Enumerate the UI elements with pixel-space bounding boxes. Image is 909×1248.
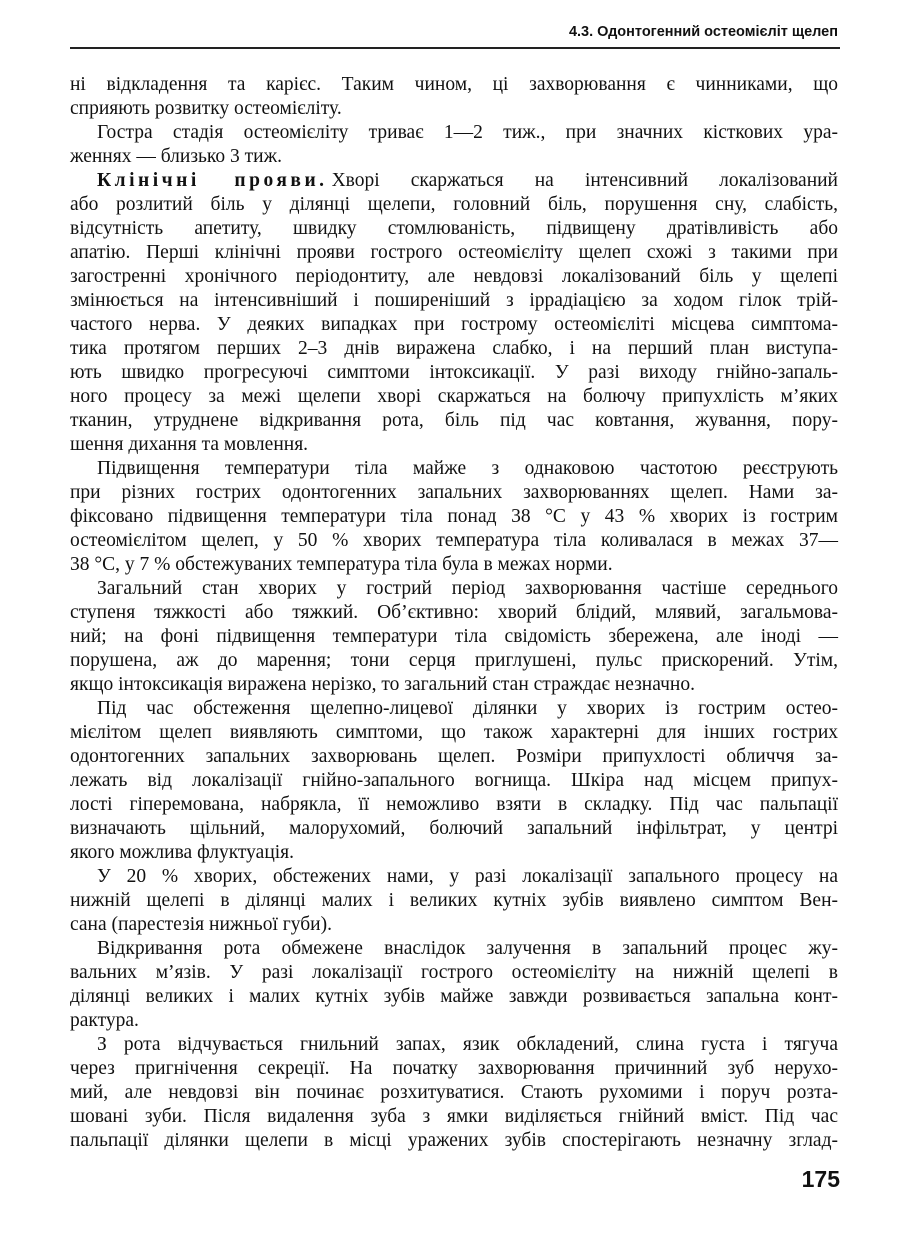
body-text — [70, 73, 838, 1153]
text-line — [70, 1081, 838, 1105]
text-line — [70, 289, 838, 313]
text-line — [70, 721, 838, 745]
header-rule — [70, 47, 840, 49]
text-line — [70, 193, 838, 217]
line-text: тика протягом перших 2–3 днів виражена слабко, і на перший план виступа- — [70, 338, 838, 359]
text-line — [70, 625, 838, 649]
text-line — [70, 673, 838, 697]
line-text: мий, але невдовзі він починає розхитуватися. Стають рухомими і поруч розта- — [70, 1082, 838, 1103]
line-text: Відкривання рота обмежене внаслідок залучення в запальний процес жу- — [97, 938, 838, 959]
line-text: відсутність апетиту, швидку стомлюваність, підвищену дратівливість або — [70, 218, 838, 239]
text-line — [70, 361, 838, 385]
line-text: ні відкладення та карієс. Таким чином, ці захворювання є чинниками, що — [70, 74, 838, 95]
line-text: загостренні хронічного періодонтиту, але невдовзі локалізований біль у щелепі — [70, 266, 838, 287]
paragraph — [70, 937, 838, 1033]
text-line — [70, 1009, 838, 1033]
line-text: апатію. Перші клінічні прояви гострого остеомієліту щелеп схожі з такими при — [70, 242, 838, 263]
line-text: мієлітом щелеп виявляють симптоми, що також характерні для інших гострих — [70, 722, 838, 743]
text-line — [70, 337, 838, 361]
text-line — [70, 73, 838, 97]
line-text: Хворі скаржаться на інтенсивний локалізований — [331, 170, 838, 191]
text-line — [70, 841, 838, 865]
line-text: Під час обстеження щелепно-лицевої ділянки у хворих із гострим остео- — [97, 698, 838, 719]
line-text: женнях — близько 3 тиж. — [70, 146, 282, 167]
line-text: одонтогенних запальних захворювань щелеп. Розміри припухлості обличчя за- — [70, 746, 838, 767]
line-text: фіксовано підвищення температури тіла понад 38 °С у 43 % хворих із гострим — [70, 506, 838, 527]
text-line — [70, 937, 838, 961]
line-text: якого можлива флуктуація. — [70, 842, 295, 863]
section-run-in-heading: Клінічні прояви. — [97, 170, 328, 191]
text-line — [70, 889, 838, 913]
line-text: лежать від локалізації гнійно-запального вогнища. Шкіра над місцем припух- — [70, 770, 838, 791]
text-line — [70, 1105, 838, 1129]
text-line — [70, 385, 838, 409]
line-text: ступеня тяжкості або тяжкий. Об’єктивно: хворий блідий, млявий, загальмова- — [70, 602, 838, 623]
text-line — [70, 145, 838, 169]
line-text: при різних гострих одонтогенних запальних захворюваннях щелеп. Нами за- — [70, 482, 838, 503]
line-text: змінюється на інтенсивніший і поширеніший з іррадіацією за ходом гілок трій- — [70, 290, 838, 311]
line-text: З рота відчувається гнильний запах, язик обкладений, слина густа і тягуча — [97, 1034, 838, 1055]
text-line — [70, 1057, 838, 1081]
text-line — [70, 169, 838, 193]
text-line — [70, 553, 838, 577]
text-line — [70, 985, 838, 1009]
text-line — [70, 769, 838, 793]
line-text: визначають щільний, малорухомий, болючий запальний інфільтрат, у центрі — [70, 818, 838, 839]
line-text: ділянці великих і малих кутніх зубів майже завжди розвивається запальна конт- — [70, 986, 838, 1007]
line-text: ного процесу за межі щелепи хворі скаржаться на болючу припухлість м’яких — [70, 386, 838, 407]
line-text: порушена, аж до марення; тони серця приглушені, пульс прискорений. Утім, — [70, 650, 838, 671]
line-text: Загальний стан хворих у гострий період захворювання частіше середнього — [97, 578, 838, 599]
text-line — [70, 481, 838, 505]
text-line — [70, 865, 838, 889]
text-line — [70, 265, 838, 289]
line-text: вальних м’язів. У разі локалізації гострого остеомієліту на нижній щелепі в — [70, 962, 838, 983]
line-text: сприяють розвитку остеомієліту. — [70, 98, 342, 119]
line-text: або розлитий біль у ділянці щелепи, головний біль, порушення сну, слабість, — [70, 194, 838, 215]
text-line — [70, 1129, 838, 1153]
line-text: якщо інтоксикація виражена нерізко, то загальний стан страждає незначно. — [70, 674, 695, 695]
text-line — [70, 97, 838, 121]
line-text: ний; на фоні підвищення температури тіла свідомість збережена, але іноді — — [70, 626, 838, 647]
paragraph — [70, 457, 838, 577]
text-line — [70, 601, 838, 625]
text-line — [70, 217, 838, 241]
line-text: остеомієлітом щелеп, у 50 % хворих температура тіла коливалася в межах 37— — [70, 530, 838, 551]
text-line — [70, 121, 838, 145]
line-text: сана (парестезія нижньої губи). — [70, 914, 332, 935]
line-text: тканин, утруднене відкривання рота, біль під час ковтання, жування, пору- — [70, 410, 838, 431]
text-line — [70, 529, 838, 553]
text-line — [70, 745, 838, 769]
text-line — [70, 961, 838, 985]
text-line — [70, 457, 838, 481]
line-text: Гостра стадія остеомієліту триває 1—2 тиж., при значних кісткових ура- — [97, 122, 838, 143]
text-line — [70, 793, 838, 817]
text-line — [70, 649, 838, 673]
text-line — [70, 313, 838, 337]
paragraph — [70, 697, 838, 865]
text-line — [70, 817, 838, 841]
text-line — [70, 433, 838, 457]
line-text: 38 °С, у 7 % обстежуваних температура тіла була в межах норми. — [70, 554, 613, 575]
paragraph — [70, 1033, 838, 1153]
line-text: лості гіперемована, набрякла, її неможливо взяти в складку. Під час пальпації — [70, 794, 838, 815]
line-text: пальпації ділянки щелепи в місці уражених зубів спостерігають незначну зглад- — [70, 1130, 838, 1151]
text-line — [70, 1033, 838, 1057]
line-text: шовані зуби. Після видалення зуба з ямки виділяється гнійний вміст. Під час — [70, 1106, 838, 1127]
line-text: У 20 % хворих, обстежених нами, у разі локалізації запального процесу на — [97, 866, 838, 887]
paragraph — [70, 577, 838, 697]
text-line — [70, 241, 838, 265]
line-text: Підвищення температури тіла майже з однаковою частотою реєструють — [97, 458, 838, 479]
text-line — [70, 697, 838, 721]
text-line — [70, 505, 838, 529]
text-line — [70, 913, 838, 937]
line-text: через пригнічення секреції. На початку захворювання причинний зуб нерухо- — [70, 1058, 838, 1079]
line-text: рактура. — [70, 1010, 139, 1031]
page-number: 175 — [801, 1166, 840, 1192]
paragraph — [70, 73, 838, 121]
paragraph — [70, 121, 838, 169]
paragraph — [70, 169, 838, 457]
text-line — [70, 577, 838, 601]
line-text: ють швидко прогресуючі симптоми інтоксикації. У разі виходу гнійно-запаль- — [70, 362, 838, 383]
paragraph — [70, 865, 838, 937]
line-text: частого нерва. У деяких випадках при гострому остеомієліті місцева симптома- — [70, 314, 838, 335]
line-text: нижній щелепі в ділянці малих і великих кутніх зубів виявлено симптом Вен- — [70, 890, 838, 911]
text-line — [70, 409, 838, 433]
line-text: шення дихання та мовлення. — [70, 434, 309, 455]
running-head: 4.3. Одонтогенний остеомієліт щелеп — [568, 24, 838, 40]
